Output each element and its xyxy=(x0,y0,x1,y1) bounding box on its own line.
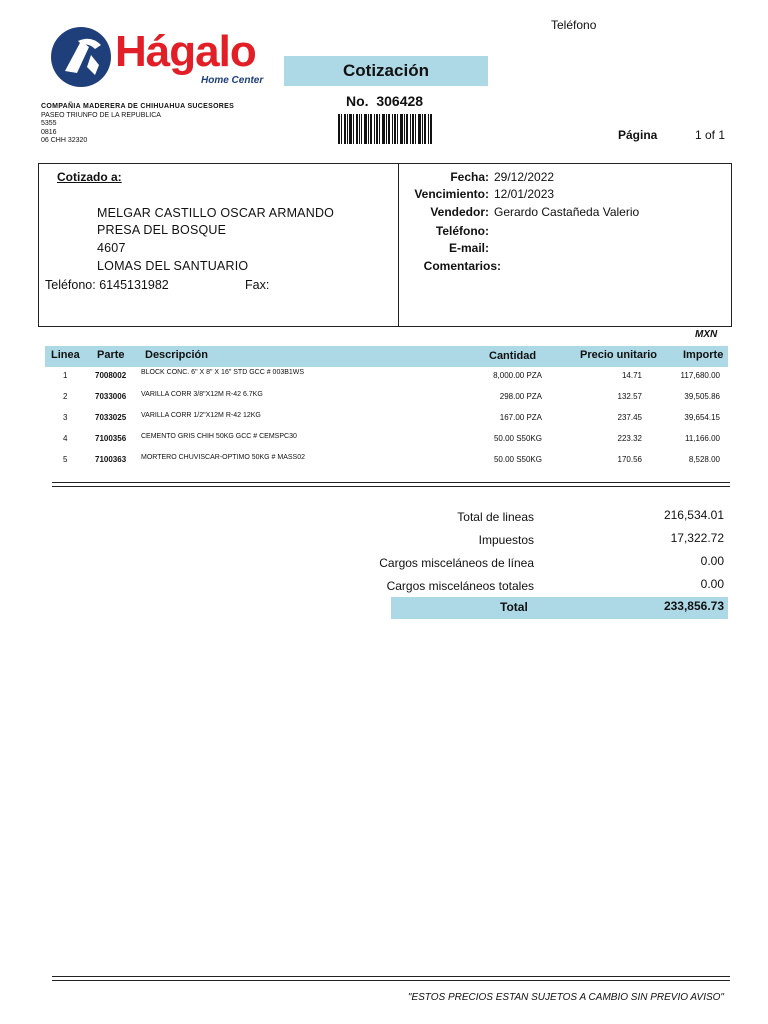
col-cantidad: Cantidad xyxy=(489,350,537,362)
company-address-line: 06 CHH 32320 xyxy=(41,137,88,144)
cell-precio: 14.71 xyxy=(621,371,642,380)
col-descripcion: Descripción xyxy=(145,349,208,361)
cell-precio: 237.45 xyxy=(617,413,642,422)
cell-cantidad: 8,000.00 PZA xyxy=(493,371,542,380)
cargos-totales-label: Cargos misceláneos totales xyxy=(386,579,534,593)
company-info xyxy=(41,103,234,146)
company-logo xyxy=(38,25,273,97)
fecha-value: 29/12/2022 xyxy=(494,170,555,184)
company-address-line: 5355 xyxy=(41,120,57,127)
client-address: 4607 xyxy=(97,241,126,255)
cell-importe: 117,680.00 xyxy=(680,371,720,380)
client-address: PRESA DEL BOSQUE xyxy=(97,223,227,237)
quote-number xyxy=(346,93,423,109)
cell-importe: 8,528.00 xyxy=(688,455,720,464)
footer-disclaimer: "ESTOS PRECIOS ESTAN SUJETOS A CAMBIO SIN PREVIO AVISO" xyxy=(407,992,724,1003)
page-label: Página xyxy=(618,128,658,142)
cell-linea: 1 xyxy=(63,371,68,380)
cell-parte: 7033006 xyxy=(95,392,127,401)
cell-parte: 7100356 xyxy=(95,434,127,443)
document-title: Cotización xyxy=(284,56,488,86)
total-lineas-value: 216,534.01 xyxy=(663,508,724,522)
telefono-label: Teléfono: xyxy=(435,224,489,238)
total-lineas-label: Total de lineas xyxy=(457,510,534,524)
cell-precio: 132.57 xyxy=(617,392,642,401)
col-linea: Linea xyxy=(51,349,80,361)
cargos-linea-value: 0.00 xyxy=(700,554,724,568)
cell-linea: 3 xyxy=(63,413,68,422)
footer-divider xyxy=(52,980,730,981)
vendedor-label: Vendedor: xyxy=(430,205,489,219)
cell-precio: 223.32 xyxy=(617,434,642,443)
cell-parte: 7100363 xyxy=(95,455,127,464)
cell-cantidad: 298.00 PZA xyxy=(499,392,542,401)
col-precio: Precio unitario xyxy=(580,349,658,361)
vencimiento-label: Vencimiento: xyxy=(414,187,489,201)
quote-number-value: 306428 xyxy=(376,93,424,109)
company-name: COMPAÑIA MADERERA DE CHIHUAHUA SUCESORES xyxy=(41,103,235,110)
fecha-label: Fecha: xyxy=(450,170,489,184)
client-phone xyxy=(45,278,169,292)
logo-emblem-icon xyxy=(51,27,111,87)
company-address-line: 0816 xyxy=(41,128,57,136)
company-address-line: PASEO TRIUNFO DE LA REPUBLICA xyxy=(41,111,161,119)
client-fax-label: Fax: xyxy=(245,278,270,292)
cell-cantidad: 50.00 S50KG xyxy=(493,434,542,443)
email-label: E-mail: xyxy=(448,241,489,255)
comentarios-label: Comentarios: xyxy=(423,259,501,273)
cell-linea: 2 xyxy=(63,392,68,401)
cell-cantidad: 50.00 S50KG xyxy=(493,455,542,464)
client-box xyxy=(38,163,398,327)
vencimiento-value: 12/01/2023 xyxy=(494,187,555,201)
cell-descripcion: VARILLA CORR 1/2"X12M R-42 12KG xyxy=(141,412,261,419)
cell-linea: 5 xyxy=(63,455,68,464)
cargos-linea-label: Cargos misceláneos de línea xyxy=(379,556,534,570)
footer-divider xyxy=(52,976,730,977)
divider xyxy=(52,482,730,483)
col-importe: Importe xyxy=(683,349,724,361)
cell-descripcion: MORTERO CHUVISCAR-OPTIMO 50KG # MASS02 xyxy=(141,454,306,461)
cell-descripcion: BLOCK CONC. 6" X 8" X 16" STD GCC # 003B1WS xyxy=(141,369,305,376)
cell-cantidad: 167.00 PZA xyxy=(499,413,542,422)
logo-wordmark: Hágalo xyxy=(115,27,256,76)
cell-linea: 4 xyxy=(63,434,68,443)
impuestos-label: Impuestos xyxy=(478,533,534,547)
cell-importe: 39,654.15 xyxy=(684,413,720,422)
client-phone-label: Teléfono: xyxy=(45,278,96,292)
cell-descripcion: CEMENTO GRIS CHIH 50KG GCC # CEMSPC30 xyxy=(141,433,297,440)
cell-descripcion: VARILLA CORR 3/8"X12M R-42 6.7KG xyxy=(141,391,263,398)
cell-parte: 7008002 xyxy=(95,371,127,380)
cell-importe: 11,166.00 xyxy=(685,434,720,443)
header-telefono: Teléfono xyxy=(551,18,597,32)
client-address: LOMAS DEL SANTUARIO xyxy=(97,259,249,273)
barcode-icon xyxy=(338,114,433,144)
cell-parte: 7033025 xyxy=(95,413,127,422)
client-phone-value: 6145131982 xyxy=(99,278,169,292)
quote-number-label: No. xyxy=(346,93,369,109)
cargos-totales-value: 0.00 xyxy=(700,577,724,591)
currency-label: MXN xyxy=(695,329,718,340)
vendedor-value: Gerardo Castañeda Valerio xyxy=(494,205,640,219)
impuestos-value: 17,322.72 xyxy=(670,531,724,545)
page-value: 1 of 1 xyxy=(695,128,726,142)
cotizado-label: Cotizado a: xyxy=(57,170,122,184)
total-label: Total xyxy=(500,600,528,614)
logo-tagline: Home Center xyxy=(201,75,264,86)
col-parte: Parte xyxy=(97,349,125,361)
cell-importe: 39,505.86 xyxy=(684,392,720,401)
total-value: 233,856.73 xyxy=(663,599,724,613)
client-name: MELGAR CASTILLO OSCAR ARMANDO xyxy=(97,206,335,220)
divider xyxy=(52,486,730,487)
cell-precio: 170.56 xyxy=(617,455,642,464)
